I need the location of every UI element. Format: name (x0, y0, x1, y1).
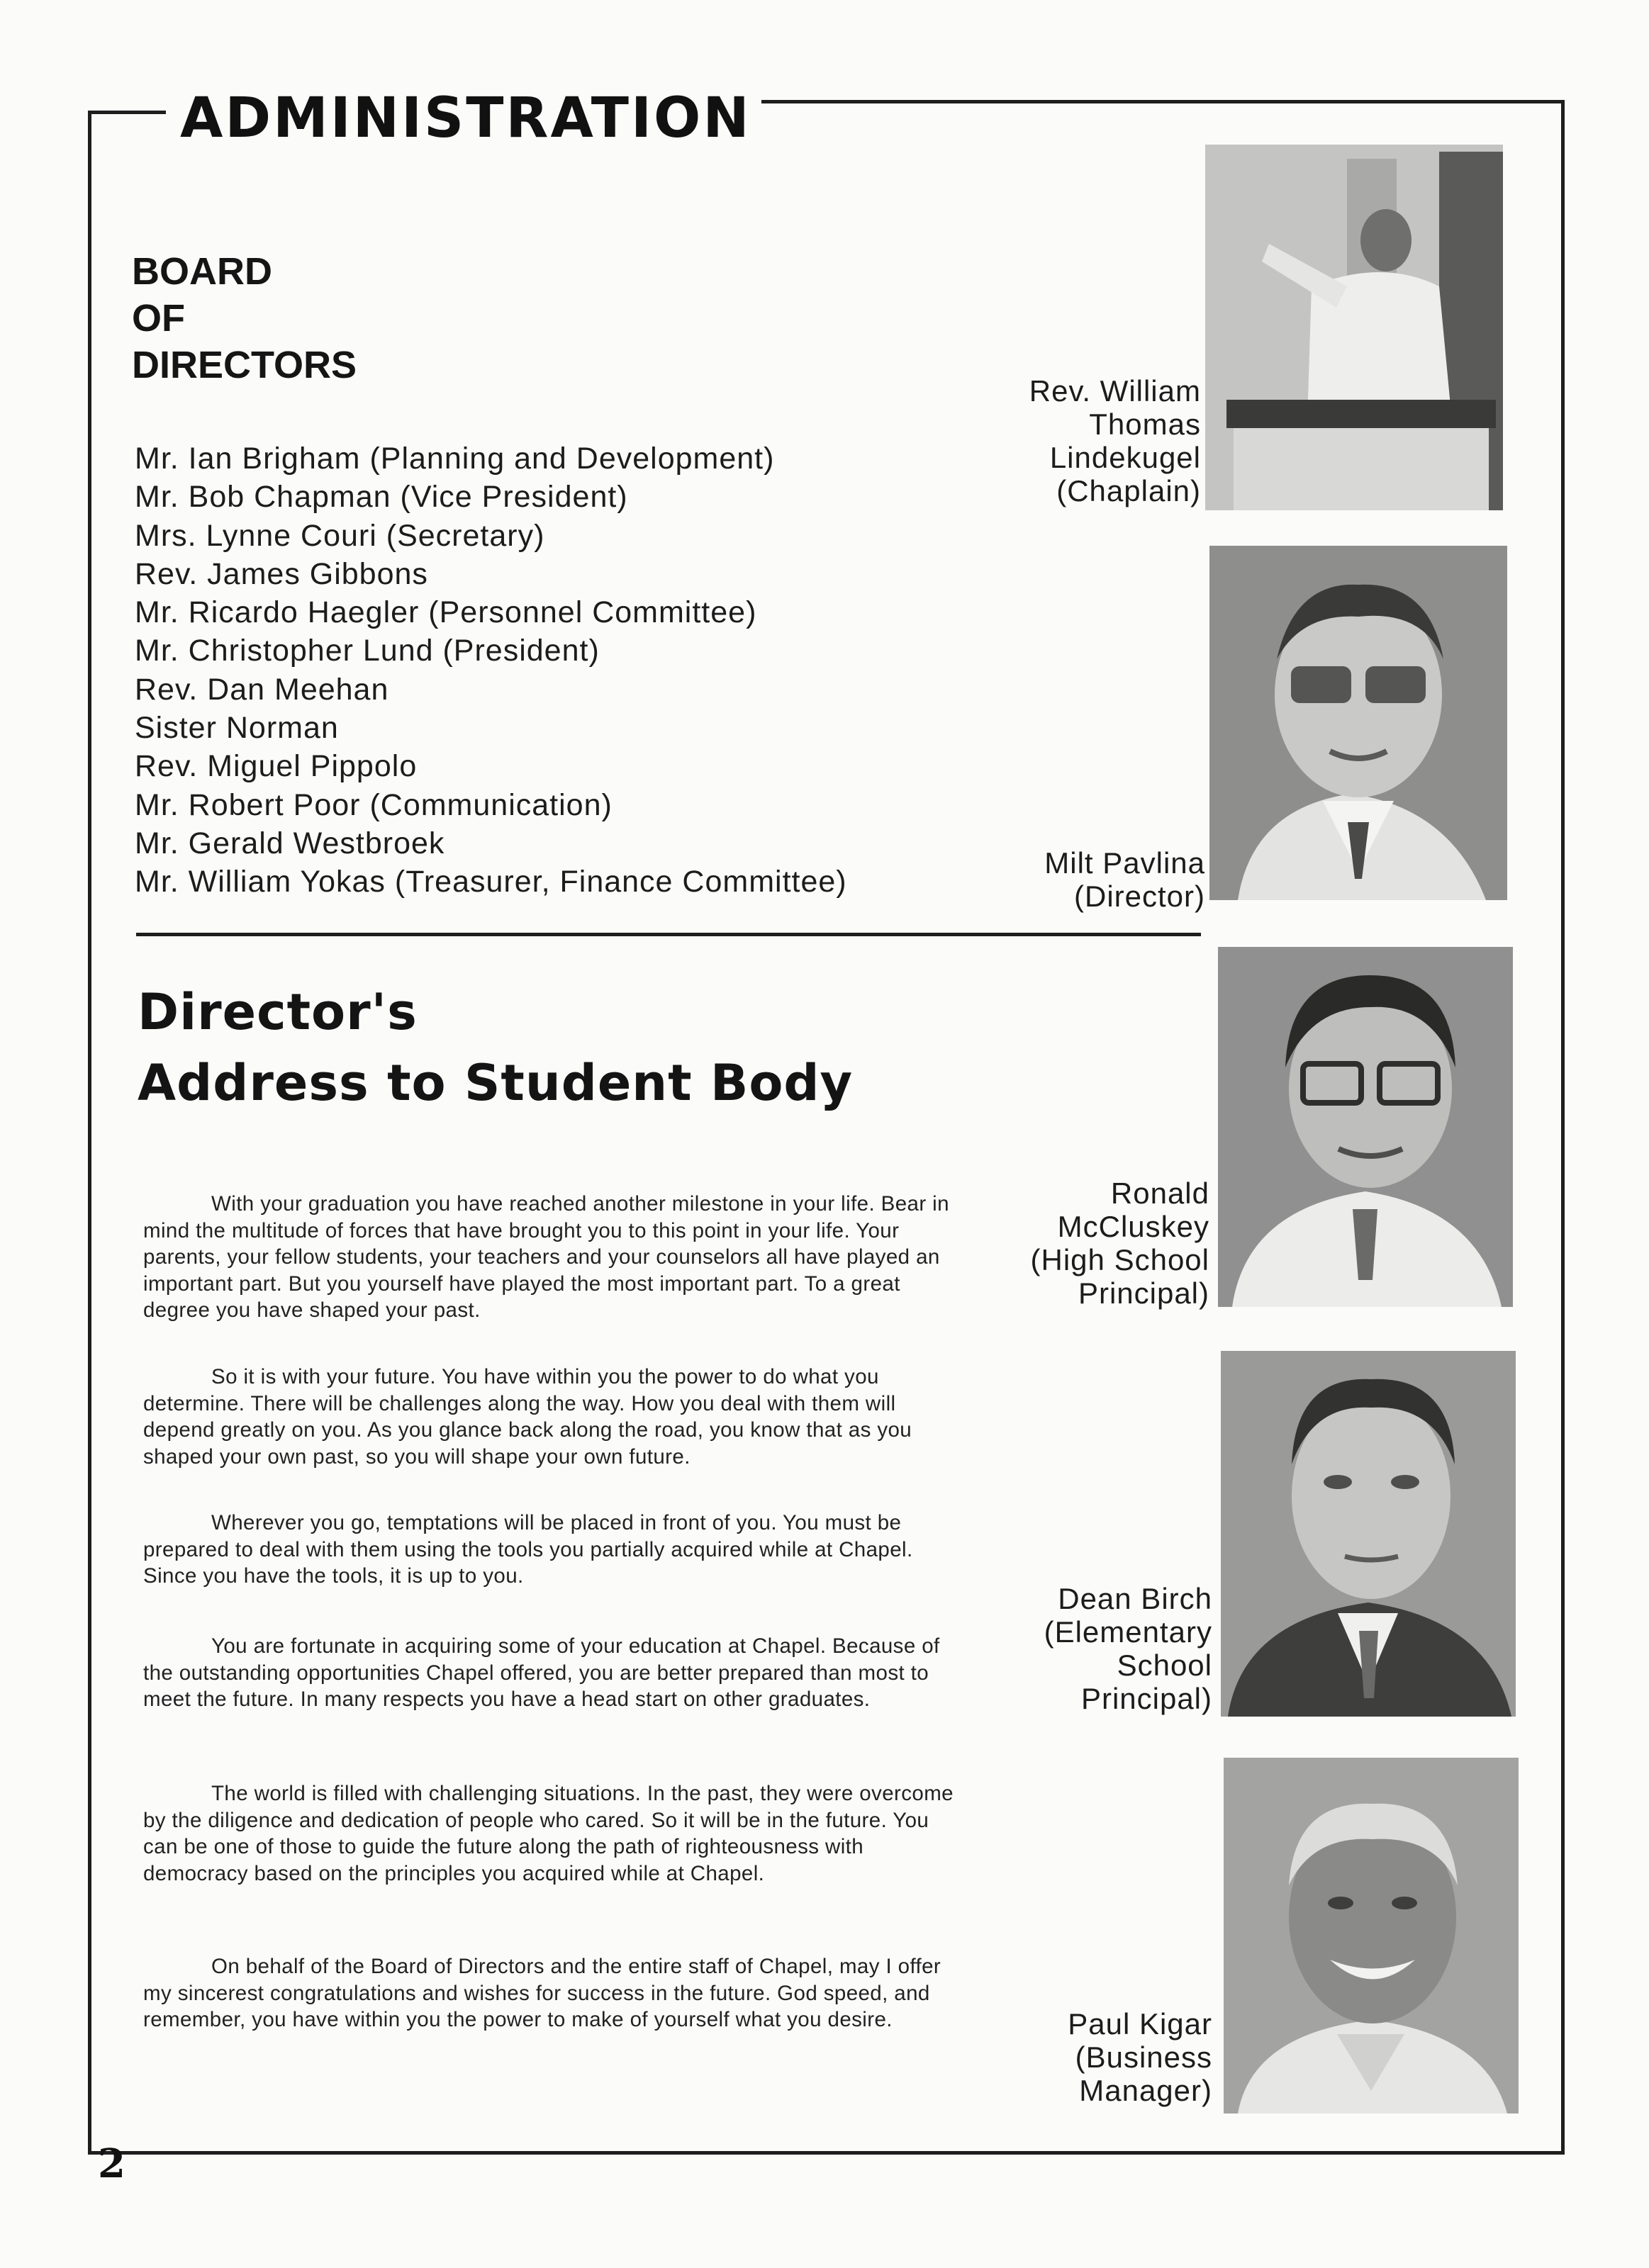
board-member: Mr. Christopher Lund (President) (135, 634, 600, 668)
chaplain-photo (1205, 145, 1503, 510)
address-heading (138, 977, 853, 1118)
board-member: Mr. Ricardo Haegler (Personnel Committee) (135, 595, 757, 630)
frame-right (1561, 100, 1565, 2155)
frame-left (88, 111, 91, 2155)
address-paragraph: The world is filled with challenging situations. In the past, they were overcome by the diligence and dedication of people who cared. So it will be in the future. You can be one of those to guide the future along the path of righteousness with democracy based on the principles you acquired while at Chapel. (143, 1782, 954, 1885)
caption-line: McCluskey (1057, 1210, 1209, 1243)
frame-top-left (88, 111, 166, 114)
high-school-principal-photo (1218, 947, 1513, 1307)
caption-line: Ronald (1110, 1177, 1209, 1210)
caption-line: (Business (1075, 2040, 1212, 2074)
board-heading-line: OF (132, 297, 185, 339)
frame-bottom (88, 2151, 1565, 2155)
address-paragraph: Wherever you go, temptations will be placed in front of you. You must be prepared to deal with them using the tools you partially acquired while at Chapel. Since you have the tools, it is up to you. (143, 1511, 913, 1588)
caption-line: School (1117, 1649, 1212, 1682)
board-member: Mr. Gerald Westbroek (135, 826, 445, 860)
section-title: ADMINISTRATION (170, 91, 761, 146)
caption-line: Manager) (1079, 2074, 1212, 2107)
address-paragraph: On behalf of the Board of Directors and the entire staff of Chapel, may I offer my sincerest congratulations and wishes for success in the future. God speed, and remember, you have within you the power to make of yourself what you desire. (143, 1955, 941, 2031)
address-paragraph: You are fortunate in acquiring some of your education at Chapel. Because of the outstanding opportunities Chapel offered, you are better prepared than most to meet the future. In many respects you have a head start on other graduates. (143, 1634, 940, 1711)
business-manager-photo (1224, 1758, 1519, 2113)
elementary-principal-photo (1221, 1351, 1516, 1717)
address-heading-line: Address to Student Body (138, 1054, 854, 1112)
caption-line: Rev. William (1029, 374, 1201, 408)
caption-line: Principal) (1080, 1682, 1212, 1715)
board-member: Sister Norman (135, 711, 339, 746)
board-member: Mr. William Yokas (Treasurer, Finance Committee) (135, 865, 847, 899)
board-heading-line: DIRECTORS (132, 344, 357, 386)
caption-line: Principal) (1078, 1276, 1209, 1310)
page-number: 2 (98, 2140, 125, 2187)
caption-line: Paul Kigar (1068, 2007, 1212, 2040)
board-heading-line: BOARD (132, 250, 272, 293)
board-member: Mrs. Lynne Couri (Secretary) (135, 518, 545, 553)
board-member: Rev. Miguel Pippolo (135, 749, 418, 784)
caption-line: Lindekugel (1049, 441, 1201, 474)
high-school-principal-caption (1031, 1177, 1209, 1310)
elementary-principal-caption (1044, 1582, 1212, 1715)
frame-top-right (702, 100, 1564, 103)
board-member: Mr. Bob Chapman (Vice President) (135, 480, 628, 515)
caption-line: Milt Pavlina (1044, 846, 1205, 880)
address-paragraph: So it is with your future. You have within you the power to do what you determine. There will be challenges along the way. How you deal with them will depend greatly on you. As you glance back along the road, you know that as you shaped your own past, so you will shape your own future. (143, 1365, 912, 1469)
address-heading-line: Director's (138, 983, 418, 1041)
caption-line: (Chaplain) (1056, 474, 1201, 507)
board-member: Mr. Robert Poor (Communication) (135, 787, 613, 822)
section-divider (136, 933, 1201, 936)
caption-line: Dean Birch (1058, 1582, 1212, 1615)
business-manager-caption (1068, 2007, 1212, 2107)
chaplain-caption (1029, 374, 1201, 507)
board-member: Rev. James Gibbons (135, 556, 428, 591)
director-caption (1044, 846, 1205, 913)
board-member: Rev. Dan Meehan (135, 672, 389, 707)
board-member: Mr. Ian Brigham (Planning and Development) (135, 442, 775, 476)
address-paragraph: With your graduation you have reached another milestone in your life. Bear in mind the multitude of forces that have brought you to this point in your life. Your parents, your fellow students, your teachers and your counselors all have played an important part. But you yourself have played the most important part. To a great degree you have shaped your past. (143, 1192, 949, 1322)
board-member-list (135, 439, 847, 902)
director-photo (1209, 546, 1507, 900)
board-heading (132, 248, 357, 388)
caption-line: (Elementary (1044, 1615, 1212, 1649)
caption-line: (Director) (1074, 880, 1205, 913)
caption-line: Thomas (1089, 408, 1201, 441)
caption-line: (High School (1030, 1243, 1209, 1276)
